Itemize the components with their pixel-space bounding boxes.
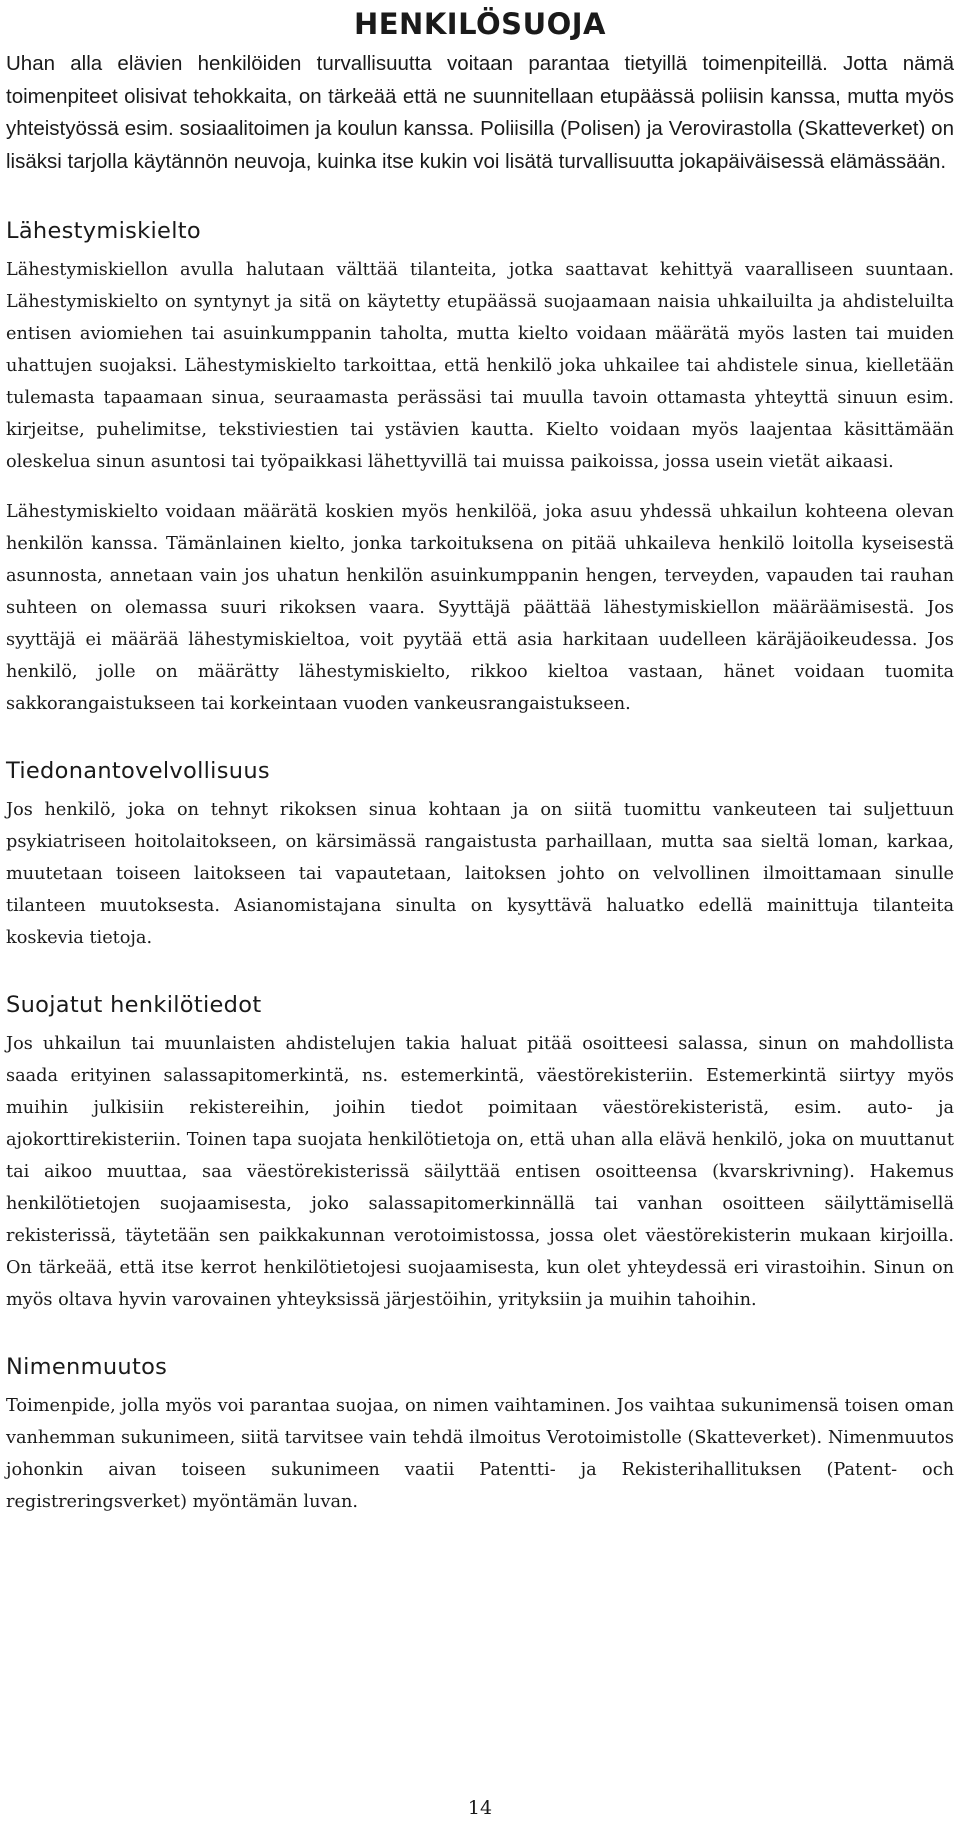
section-paragraph: Toimenpide, jolla myös voi parantaa suojaa, on nimen vaihtaminen. Jos vaihtaa sukunimensä toisen oman vanhemman sukunimeen, siitä tarvitsee vain tehdä ilmoitus Verotoimistolle (Skatteverket). Nimenmuutos johonkin aivan toiseen sukunimeen vaatii Patentti- ja Rekisterihallituksen (Patent- och registreringsverket) myöntämän luvan.	[6, 1396, 954, 1512]
section-paragraph: Lähestymiskiellon avulla halutaan välttää tilanteita, jotka saattavat kehittyä vaaralliseen suuntaan. Lähestymiskielto on syntynyt ja sitä on käytetty etupäässä suojaamaan naisia uhkailuilta ja ahdisteluilta entisen aviomiehen tai asuinkumppanin taholta, mutta kielto voidaan määrätä myös lasten tai muiden uhattujen suojaksi. Lähestymiskielto tarkoittaa, että henkilö joka uhkailee tai ahdistele sinua, kielletään tulemasta tapaamaan sinua, seuraamasta perässäsi tai muulla tavoin ottamasta yhteyttä sinuun esim. kirjeitse, puhelimitse, tekstiviestien tai ystävien kautta. Kielto voidaan myös laajentaa käsittämään oleskelua sinun asuntosi tai työpaikkasi lähettyvillä tai muissa paikoissa, jossa usein vietät aikaasi.	[6, 260, 954, 472]
section-heading-lahestymiskielto: Lähestymiskielto	[6, 218, 201, 244]
section-heading-tiedonantovelvollisuus: Tiedonantovelvollisuus	[6, 758, 270, 784]
section-paragraph: Jos henkilö, joka on tehnyt rikoksen sinua kohtaan ja on siitä tuomittu vankeuteen tai suljettuun psykiatriseen hoitolaitokseen, on kärsimässä rangaistusta parhaillaan, mutta saa sieltä loman, karkaa, muutetaan toiseen laitokseen tai vapautetaan, laitoksen johto on velvollinen ilmoittamaan sinulle tilanteen muutoksesta. Asianomistajana sinulta on kysyttävä haluatko edellä mainittuja tilanteita koskevia tietoja.	[6, 800, 954, 948]
page-title: HENKILÖSUOJA	[353, 7, 607, 41]
section-heading-nimenmuutos: Nimenmuutos	[6, 1354, 168, 1380]
section-paragraph: Jos uhkailun tai muunlaisten ahdistelujen takia haluat pitää osoitteesi salassa, sinun on mahdollista saada erityinen salassapitomerkintä, ns. estemerkintä, väestörekisteriin. Estemerkintä siirtyy myös muihin julkisiin rekistereihin, joihin tiedot poimitaan väestörekisteristä, esim. auto- ja ajokorttirekisteriin. Toinen tapa suojata henkilötietoja on, että uhan alla elävä henkilö, joka on muuttanut tai aikoo muuttaa, saa väestörekisterissä säilyttää entisen osoitteensa (kvarskrivning). Hakemus henkilötietojen suojaamisesta, joko salassapitomerkinnällä tai vanhan osoitteen säilyttämisellä rekisterissä, täytetään sen paikkakunnan verotoimistossa, jossa olet väestörekisterin mukaan kirjoilla. On tärkeää, että itse kerrot henkilötietojesi suojaamisesta, kun olet yhteydessä eri virastoihin. Sinun on myös oltava hyvin varovainen yhteyksissä järjestöihin, yrityksiin ja muihin tahoihin.	[6, 1034, 954, 1310]
page-number: 14	[467, 1797, 493, 1819]
intro-paragraph: Uhan alla elävien henkilöiden turvallisuutta voitaan parantaa tietyillä toimenpiteillä. Jotta nämä toimenpiteet olisivat tehokkaita, on tärkeää että ne suunnitellaan etupäässä poliisin kanssa, mutta myös yhteistyössä esim. sosiaalitoimen ja koulun kanssa. Poliisilla (Polisen) ja Verovirastolla (Skatteverket) on lisäksi tarjolla käytännön neuvoja, kuinka itse kukin voi lisätä turvallisuutta jokapäiväisessä elämässään.	[6, 52, 954, 173]
section-heading-suojatut-henkilotiedot: Suojatut henkilötiedot	[6, 992, 262, 1018]
section-paragraph: Lähestymiskielto voidaan määrätä koskien myös henkilöä, joka asuu yhdessä uhkailun kohteena olevan henkilön kanssa. Tämänlainen kielto, jonka tarkoituksena on pitää uhkaileva henkilö loitolla kyseisestä asunnosta, annetaan vain jos uhatun henkilön asuinkumppanin hengen, terveyden, vapauden tai rauhan suhteen on olemassa suuri rikoksen vaara. Syyttäjä päättää lähestymiskiellon määräämisestä. Jos syyttäjä ei määrää lähestymiskieltoa, voit pyytää että asia harkitaan uudelleen käräjäoikeudessa. Jos henkilö, jolle on määrätty lähestymiskielto, rikkoo kieltoa vastaan, hänet voidaan tuomita sakkorangaistukseen tai korkeintaan vuoden vankeusrangaistukseen.	[6, 502, 954, 714]
document-page	[6, 0, 954, 1518]
